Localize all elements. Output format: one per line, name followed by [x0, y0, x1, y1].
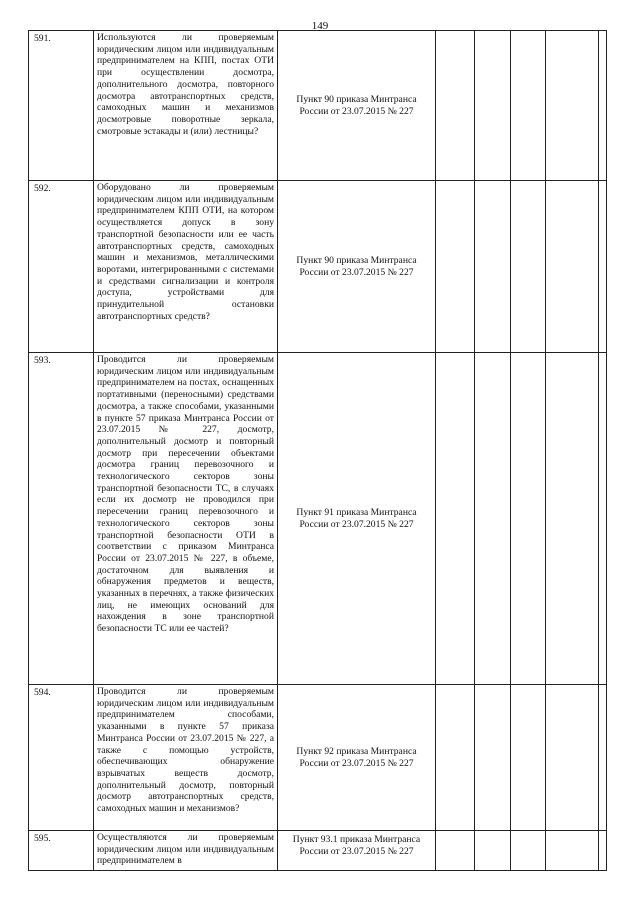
row-number: 592.	[29, 181, 94, 353]
table-row	[29, 353, 607, 685]
answer-na-cell[interactable]	[511, 181, 546, 353]
checklist-table	[28, 30, 607, 871]
empty-cell	[599, 685, 607, 831]
legal-reference	[278, 685, 436, 831]
legal-reference-line: России от 23.07.2015 № 227	[299, 266, 414, 278]
answer-no-cell[interactable]	[475, 181, 511, 353]
table-row	[29, 31, 607, 181]
row-number: 595.	[29, 831, 94, 871]
answer-na-cell[interactable]	[511, 831, 546, 871]
table-row	[29, 831, 607, 871]
answer-na-cell[interactable]	[511, 685, 546, 831]
question-text: Используются ли проверяемым юридическим лицом или индивидуальным предпринимателем на КПП, постах ОТИ при осуществлении досмотра, дополнительного досмотра, повторного досмотра автотранспортных средств, самоходных машин и механизмов досмотровые поворотные зеркала, смотровые эстакады и (или) лестницы?	[94, 31, 278, 181]
row-number: 594.	[29, 685, 94, 831]
note-cell[interactable]	[546, 181, 599, 353]
answer-no-cell[interactable]	[475, 685, 511, 831]
legal-reference-line: России от 23.07.2015 № 227	[299, 757, 414, 769]
legal-reference-line: России от 23.07.2015 № 227	[299, 845, 414, 857]
legal-reference-line: России от 23.07.2015 № 227	[299, 105, 414, 117]
empty-cell	[599, 181, 607, 353]
answer-yes-cell[interactable]	[436, 685, 475, 831]
question-text: Проводится ли проверяемым юридическим лицом или индивидуальным предпринимателем способами, указанными в пункте 57 приказа Минтранса России от 23.07.2015 № 227, а также с помощью устройств, обеспечивающих обнаружение взрывчатых веществ досмотр, дополнительный досмотр, повторный досмотр автотранспортных средств, самоходных машин и механизмов?	[94, 685, 278, 831]
answer-no-cell[interactable]	[475, 353, 511, 685]
row-number: 593.	[29, 353, 94, 685]
question-text: Оборудовано ли проверяемым юридическим лицом или индивидуальным предпринимателем КПП ОТИ, на котором осуществляется допуск в зону транспортной безопасности или ее часть автотранспортных средств, самоходных машин и механизмов, металлическими воротами, интегрированными с системами и средствами сигнализации и контроля доступа, устройствами для принудительной остановки автотранспортных средств?	[94, 181, 278, 353]
table-row	[29, 181, 607, 353]
legal-reference	[278, 31, 436, 181]
question-text: Осуществляются ли проверяемым юридическим лицом или индивидуальным предпринимателем в	[94, 831, 278, 871]
legal-reference-line: Пункт 93.1 приказа Минтранса	[292, 834, 421, 845]
answer-yes-cell[interactable]	[436, 353, 475, 685]
legal-reference-line: Пункт 90 приказа Минтранса	[296, 254, 417, 266]
legal-reference-line: России от 23.07.2015 № 227	[299, 518, 414, 530]
answer-no-cell[interactable]	[475, 31, 511, 181]
answer-yes-cell[interactable]	[436, 831, 475, 871]
row-number: 591.	[29, 31, 94, 181]
legal-reference	[278, 831, 436, 871]
question-text: Проводится ли проверяемым юридическим лицом или индивидуальным предпринимателем на постах, оснащенных портативными (переносными) средствами досмотра, а также способами, указанными в пункте 57 приказа Минтранса России от 23.07.2015 № 227, досмотр, дополнительный досмотр и повторный досмотр при пересечении объектами досмотра границ перевозочного и технологического секторов зоны транспортной безопасности ТС, в случаях если их досмотр не проводился при пересечении границ перевозочного и технологического секторов зоны транспортной безопасности ОТИ в соответствии с приказом Минтранса России от 23.07.2015 № 227, в объеме, достаточном для выявления и обнаружения предметов и веществ, указанных в перечнях, а также физических лиц, не имеющих оснований для нахождения в зоне транспортной безопасности ТС или ее частей?	[94, 353, 278, 685]
empty-cell	[599, 353, 607, 685]
page-number: 149	[311, 20, 329, 32]
note-cell[interactable]	[546, 353, 599, 685]
answer-yes-cell[interactable]	[436, 31, 475, 181]
table-row	[29, 685, 607, 831]
legal-reference-line: Пункт 90 приказа Минтранса	[296, 93, 417, 105]
answer-yes-cell[interactable]	[436, 181, 475, 353]
answer-na-cell[interactable]	[511, 31, 546, 181]
answer-no-cell[interactable]	[475, 831, 511, 871]
empty-cell	[599, 31, 607, 181]
answer-na-cell[interactable]	[511, 353, 546, 685]
note-cell[interactable]	[546, 685, 599, 831]
note-cell[interactable]	[546, 31, 599, 181]
legal-reference-line: Пункт 92 приказа Минтранса	[296, 745, 417, 757]
legal-reference	[278, 353, 436, 685]
empty-cell	[599, 831, 607, 871]
legal-reference-line: Пункт 91 приказа Минтранса	[296, 506, 417, 518]
note-cell[interactable]	[546, 831, 599, 871]
legal-reference	[278, 181, 436, 353]
